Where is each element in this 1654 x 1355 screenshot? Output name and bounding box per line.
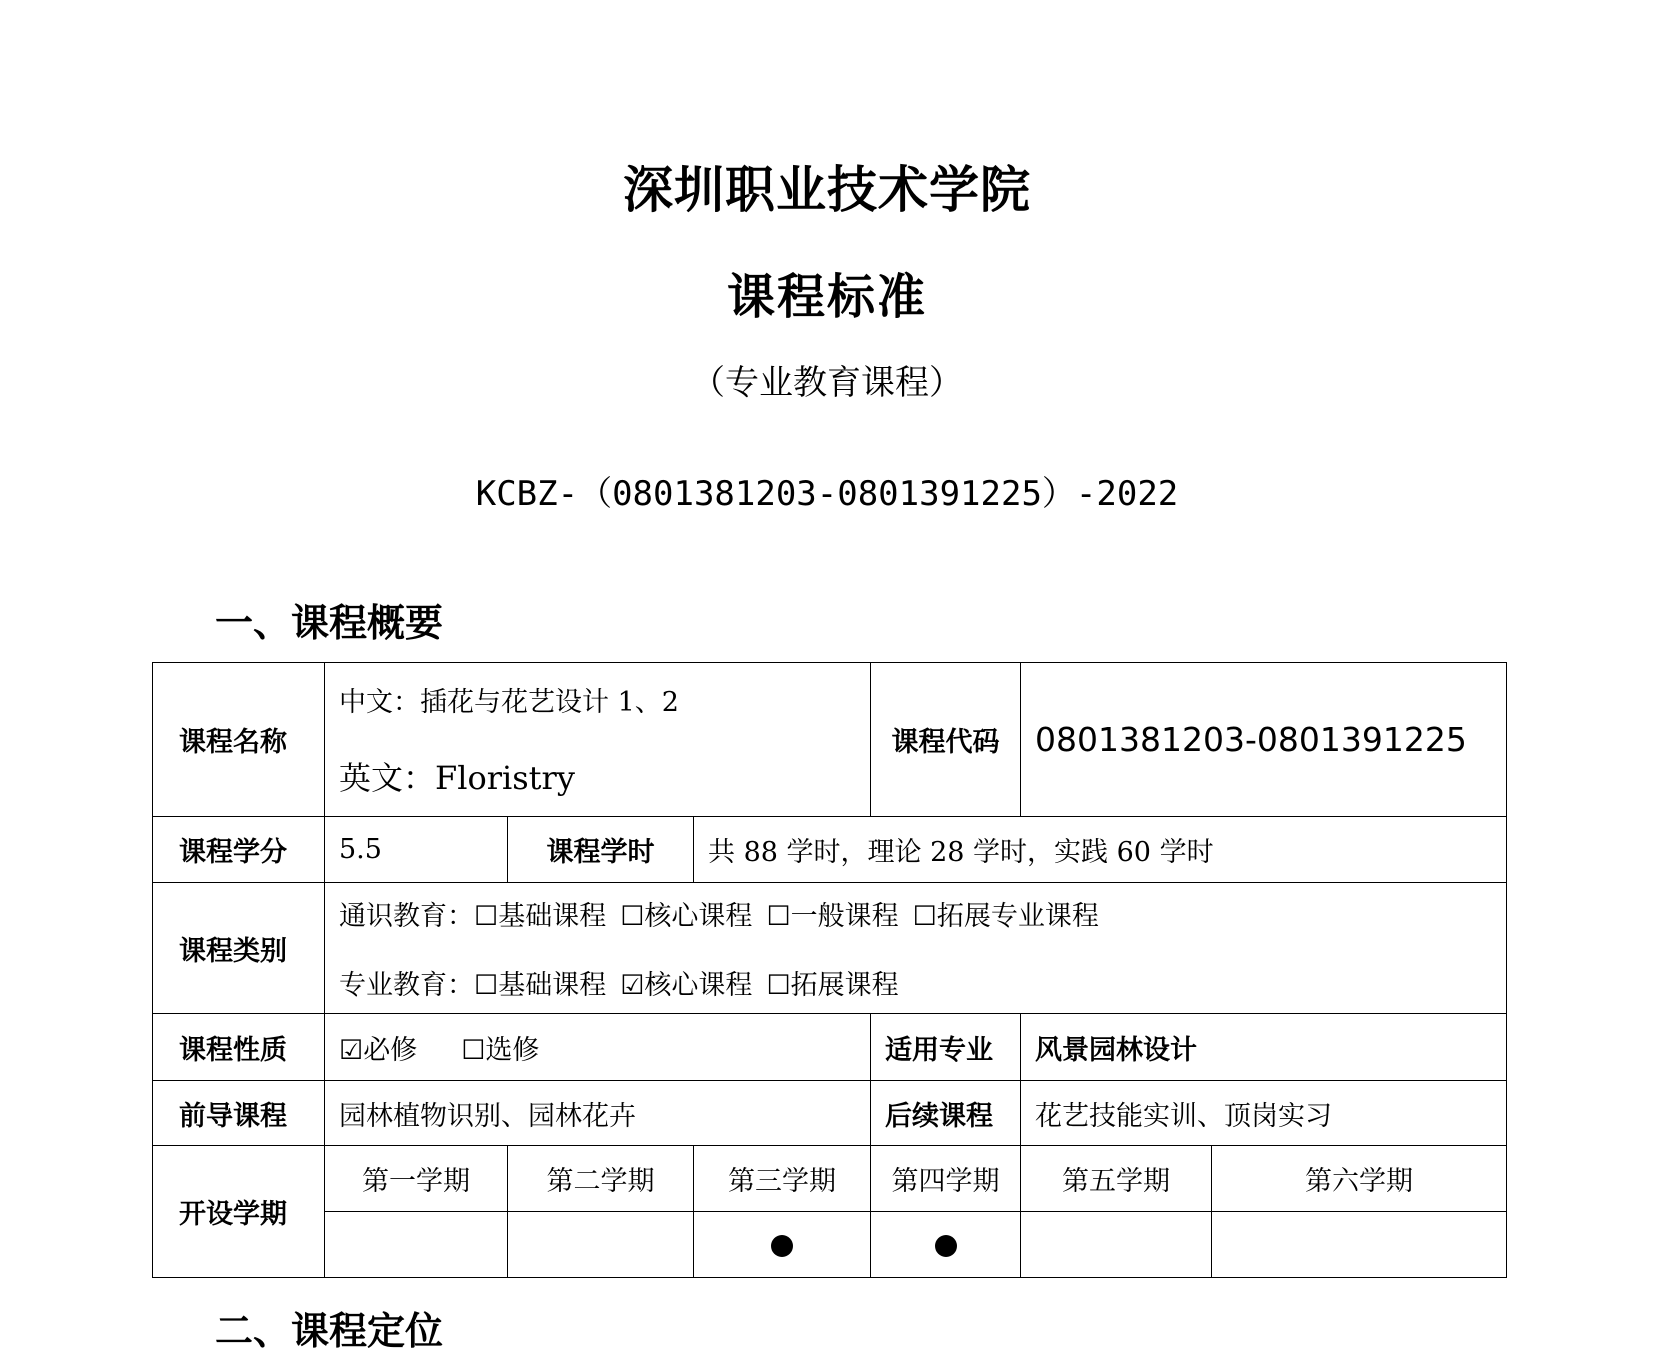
- hours-value: 共 88 学时，理论 28 学时，实践 60 学时: [694, 817, 1507, 883]
- hours-label: 课程学时: [508, 817, 694, 883]
- semester-header: 第一学期: [325, 1146, 508, 1212]
- course-name-en: 英文：Floristry: [339, 759, 575, 797]
- major-edu-option[interactable]: ☐拓展课程: [766, 970, 899, 1001]
- course-name-cn: 中文：插花与花艺设计 1、2: [339, 687, 679, 718]
- general-edu-option[interactable]: ☐拓展专业课程: [912, 901, 1099, 932]
- semester-header: 第六学期: [1212, 1146, 1507, 1212]
- semester-mark-dot: [935, 1235, 957, 1257]
- followup-value: 花艺技能实训、顶岗实习: [1021, 1081, 1507, 1146]
- document-code: KCBZ-（0801381203-0801391225）-2022: [475, 474, 1179, 514]
- major-label: 适用专业: [871, 1014, 1021, 1081]
- credits-label: 课程学分: [153, 817, 325, 883]
- general-edu-line: [339, 894, 1492, 933]
- semester-mark-cell: [325, 1212, 508, 1278]
- semester-mark-cell: [1212, 1212, 1507, 1278]
- major-value: 风景园林设计: [1021, 1014, 1507, 1081]
- semester-mark-dot: [771, 1235, 793, 1257]
- major-edu-option[interactable]: ☑核心课程: [620, 970, 753, 1001]
- section-heading-overview: 一、课程概要: [215, 601, 444, 645]
- course-name-cell: [325, 663, 871, 817]
- major-edu-option[interactable]: ☐基础课程: [474, 970, 607, 1001]
- general-edu-option[interactable]: ☐核心课程: [620, 901, 753, 932]
- semester-mark-cell: [508, 1212, 694, 1278]
- section-heading-positioning: 二、课程定位: [215, 1309, 444, 1353]
- document-category: （专业教育课程）: [691, 363, 963, 403]
- semester-header: 第四学期: [871, 1146, 1021, 1212]
- semester-mark-cell: [694, 1212, 871, 1278]
- course-code-value: 0801381203-0801391225: [1021, 663, 1507, 817]
- prereq-label: 前导课程: [153, 1081, 325, 1146]
- semester-mark-row: [153, 1212, 1507, 1278]
- major-edu-prefix: 专业教育：: [339, 970, 474, 1001]
- course-overview-table: [152, 662, 1507, 1278]
- general-edu-option[interactable]: ☐基础课程: [474, 901, 607, 932]
- course-type-cell: [325, 883, 1507, 1014]
- followup-label: 后续课程: [871, 1081, 1021, 1146]
- semester-mark-cell: [871, 1212, 1021, 1278]
- nature-option-required[interactable]: ☑必修: [339, 1034, 418, 1066]
- semester-header: 第五学期: [1021, 1146, 1212, 1212]
- major-edu-line: [339, 963, 1492, 1002]
- semester-header: 第二学期: [508, 1146, 694, 1212]
- semester-mark-cell: [1021, 1212, 1212, 1278]
- document-title: 课程标准: [726, 269, 927, 325]
- course-name-label: 课程名称: [153, 663, 325, 817]
- credits-value: 5.5: [325, 817, 508, 883]
- course-code-label: 课程代码: [871, 663, 1021, 817]
- general-edu-option[interactable]: ☐一般课程: [766, 901, 899, 932]
- semester-header: 第三学期: [694, 1146, 871, 1212]
- course-nature-label: 课程性质: [153, 1014, 325, 1081]
- nature-option-elective[interactable]: ☐选修: [461, 1034, 540, 1066]
- semester-label: 开设学期: [153, 1146, 325, 1278]
- course-type-label: 课程类别: [153, 883, 325, 1014]
- general-edu-prefix: 通识教育：: [339, 901, 474, 932]
- institution-title: 深圳职业技术学院: [623, 161, 1031, 219]
- course-nature-cell: [325, 1014, 871, 1081]
- prereq-value: 园林植物识别、园林花卉: [325, 1081, 871, 1146]
